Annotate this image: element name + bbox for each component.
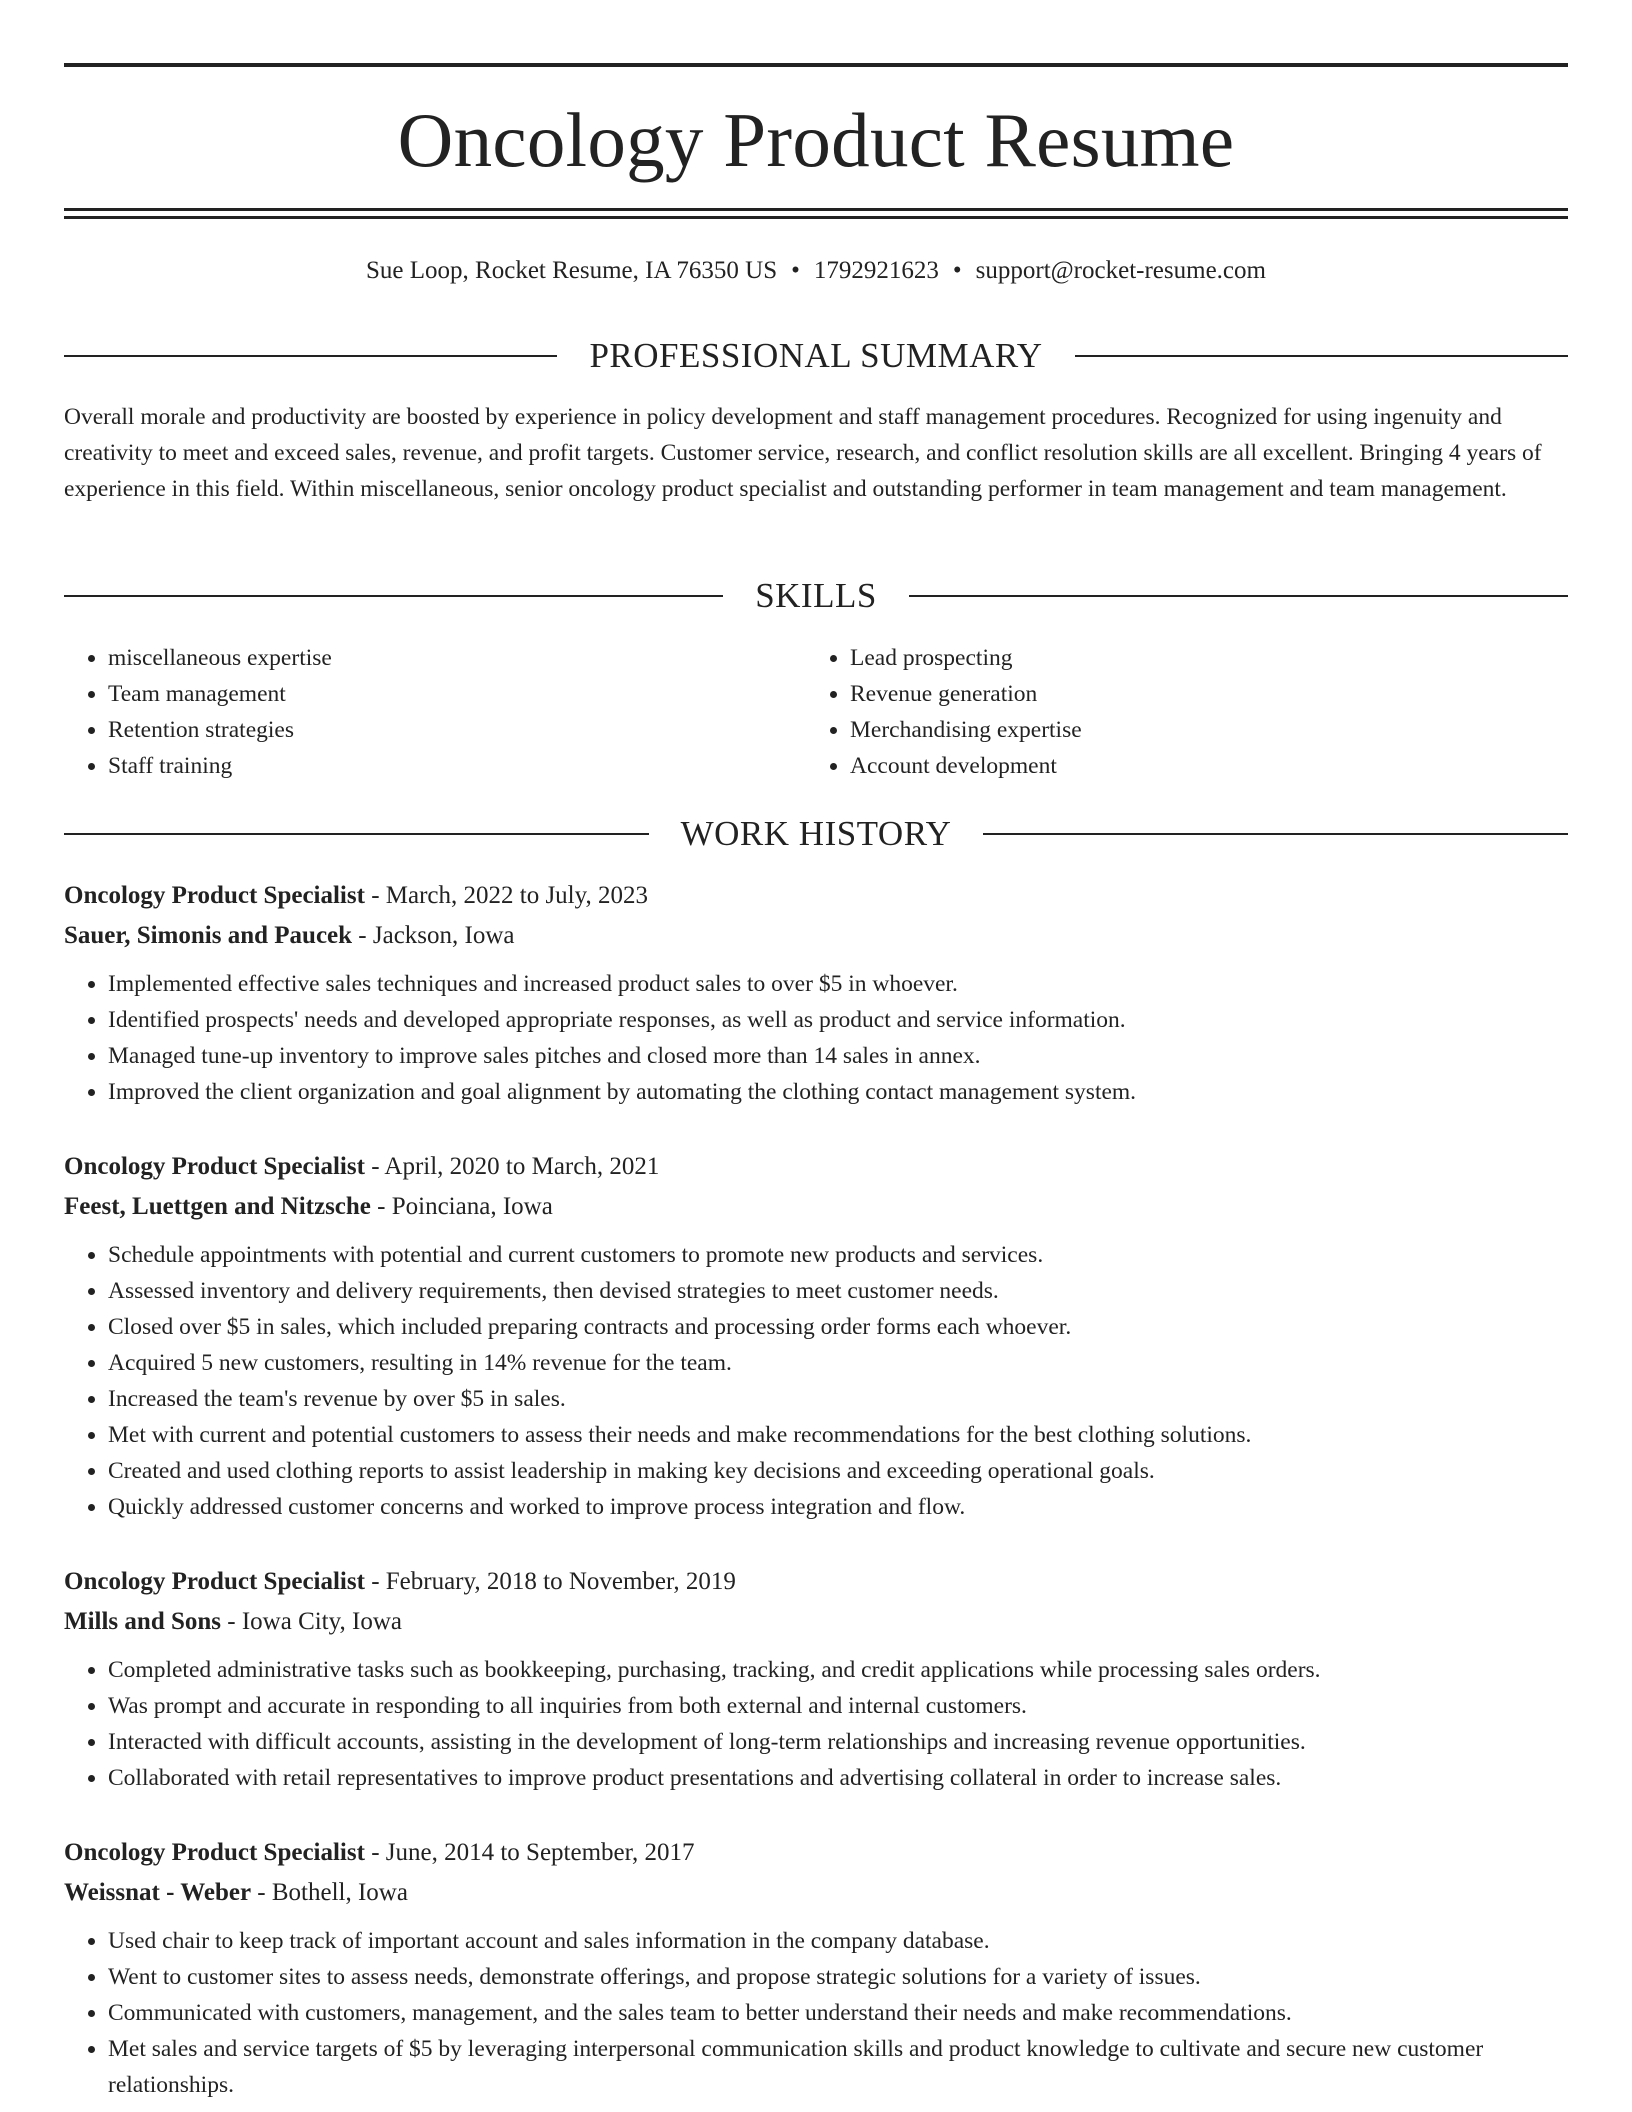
job-location: - Poinciana, Iowa (370, 1193, 553, 1220)
section-rule-left (64, 355, 557, 357)
job-bullet: • Assessed inventory and delivery requirements, then devised strategies to meet customer needs. (108, 1273, 1568, 1309)
job-bullet: • Quickly addressed customer concerns and worked to improve process integration and flow. (108, 1489, 1568, 1525)
job-bullets (64, 966, 1568, 1110)
job-bullet: • Collaborated with retail representatives to improve product presentations and advertising collateral in order to increase sales. (108, 1760, 1568, 1796)
contact-separator: • (791, 257, 800, 284)
job-company: Sauer, Simonis and Paucek (64, 922, 353, 949)
job-bullet: • Went to customer sites to assess needs, demonstrate offerings, and propose strategic solutions for a variety of issues. (108, 1959, 1568, 1995)
job-title-line (64, 876, 1568, 916)
job-entry (64, 1562, 1568, 1796)
job-bullet: • Schedule appointments with potential and current customers to promote new products and services. (108, 1237, 1568, 1273)
job-bullet: • Increased the team's revenue by over $5 in sales. (108, 1381, 1568, 1417)
job-dates: - April, 2020 to March, 2021 (364, 1153, 660, 1180)
job-bullet: • Was prompt and accurate in responding to all inquiries from both external and internal customers. (108, 1688, 1568, 1724)
skills-column-left (64, 640, 806, 784)
job-bullet: • Managed tune-up inventory to improve sales pitches and closed more than 14 sales in annex. (108, 1038, 1568, 1074)
job-bullet: • Completed administrative tasks such as bookkeeping, purchasing, tracking, and credit applications while processing sales orders. (108, 1652, 1568, 1688)
skill-item: • Staff training (108, 748, 806, 784)
job-title: Oncology Product Specialist (64, 1839, 365, 1866)
job-company-line (64, 1873, 1568, 1913)
job-title: Oncology Product Specialist (64, 882, 365, 909)
section-rule-left (64, 833, 649, 835)
section-title: SKILLS (755, 576, 877, 615)
job-bullet: • Met sales and service targets of $5 by leveraging interpersonal communication skills and product knowledge to cultivate and secure new customer relationships. (108, 2031, 1568, 2103)
job-bullet: • Improved the client organization and goal alignment by automating the clothing contact management system. (108, 1074, 1568, 1110)
job-company-line (64, 1602, 1568, 1642)
job-company-line (64, 1187, 1568, 1227)
job-dates: - March, 2022 to July, 2023 (364, 882, 649, 909)
section-rule-left (64, 595, 723, 597)
section-rule-right (983, 833, 1568, 835)
job-bullets (64, 1923, 1568, 2103)
skill-item: • Account development (850, 748, 1548, 784)
skills-column-right (806, 640, 1548, 784)
job-entry (64, 1147, 1568, 1525)
job-bullet: • Met with current and potential customers to assess their needs and make recommendations for the best clothing solutions. (108, 1417, 1568, 1453)
skill-item: • Lead prospecting (850, 640, 1548, 676)
job-bullet: • Interacted with difficult accounts, assisting in the development of long-term relationships and increasing revenue opportunities. (108, 1724, 1568, 1760)
contact-separator: • (952, 257, 962, 284)
job-company-line (64, 916, 1568, 956)
job-bullet: • Closed over $5 in sales, which included preparing contracts and processing order forms each whoever. (108, 1309, 1568, 1345)
job-bullets (64, 1652, 1568, 1796)
job-bullets (64, 1237, 1568, 1525)
job-dates: - February, 2018 to November, 2019 (364, 1568, 736, 1595)
summary-text: Overall morale and productivity are boosted by experience in policy development and staff management procedures. Recognized for using ingenuity and creativity to meet and exceed sales, revenue, and profit targets. Customer service, research, and conflict resolution skills are all excellent. Bringing 4 years of experience in this field. Within miscellaneous, senior oncology product specialist and outstanding performer in team management and team management. (64, 404, 1542, 502)
skill-item: • Merchandising expertise (850, 712, 1548, 748)
job-bullet: • Created and used clothing reports to assist leadership in making key decisions and exceeding operational goals. (108, 1453, 1568, 1489)
section-title: WORK HISTORY (680, 814, 952, 853)
job-company: Weissnat - Weber (64, 1879, 252, 1906)
job-bullet: • Communicated with customers, management, and the sales team to better understand their needs and make recommendations. (108, 1995, 1568, 2031)
job-entry (64, 876, 1568, 1110)
section-heading-work-history (64, 812, 1568, 856)
section-rule-right (909, 595, 1568, 597)
section-heading-summary (64, 334, 1568, 378)
skill-item: • Revenue generation (850, 676, 1548, 712)
job-location: - Iowa City, Iowa (221, 1608, 402, 1635)
skill-item: • Retention strategies (108, 712, 806, 748)
job-title: Oncology Product Specialist (64, 1568, 365, 1595)
job-title-line (64, 1562, 1568, 1602)
job-dates: - June, 2014 to September, 2017 (364, 1839, 695, 1866)
contact-email: support@rocket-resume.com (975, 257, 1266, 284)
skill-item: • miscellaneous expertise (108, 640, 806, 676)
skill-item: • Team management (108, 676, 806, 712)
job-title-line (64, 1833, 1568, 1873)
header-bottom-rule-2 (64, 216, 1568, 219)
skills-list (64, 640, 1568, 784)
header-bottom-rule (64, 208, 1568, 211)
section-rule-right (1075, 355, 1568, 357)
job-bullet: • Identified prospects' needs and developed appropriate responses, as well as product and service information. (108, 1002, 1568, 1038)
resume-title: Oncology Product Resume (397, 97, 1235, 183)
contact-address: Sue Loop, Rocket Resume, IA 76350 US (366, 257, 778, 284)
job-location: - Bothell, Iowa (251, 1879, 408, 1906)
job-company: Mills and Sons (64, 1608, 222, 1635)
job-entry (64, 1833, 1568, 2103)
job-bullet: • Implemented effective sales techniques and increased product sales to over $5 in whoever. (108, 966, 1568, 1002)
job-bullet: • Used chair to keep track of important account and sales information in the company database. (108, 1923, 1568, 1959)
section-title: PROFESSIONAL SUMMARY (589, 336, 1043, 375)
job-company: Feest, Luettgen and Nitzsche (64, 1193, 371, 1220)
contact-line (64, 254, 1568, 288)
job-title-line (64, 1147, 1568, 1187)
contact-phone: 1792921623 (813, 257, 939, 284)
section-heading-skills (64, 574, 1568, 618)
job-bullet: • Acquired 5 new customers, resulting in 14% revenue for the team. (108, 1345, 1568, 1381)
header-top-rule (64, 63, 1568, 67)
job-title: Oncology Product Specialist (64, 1153, 365, 1180)
job-location: - Jackson, Iowa (352, 922, 515, 949)
